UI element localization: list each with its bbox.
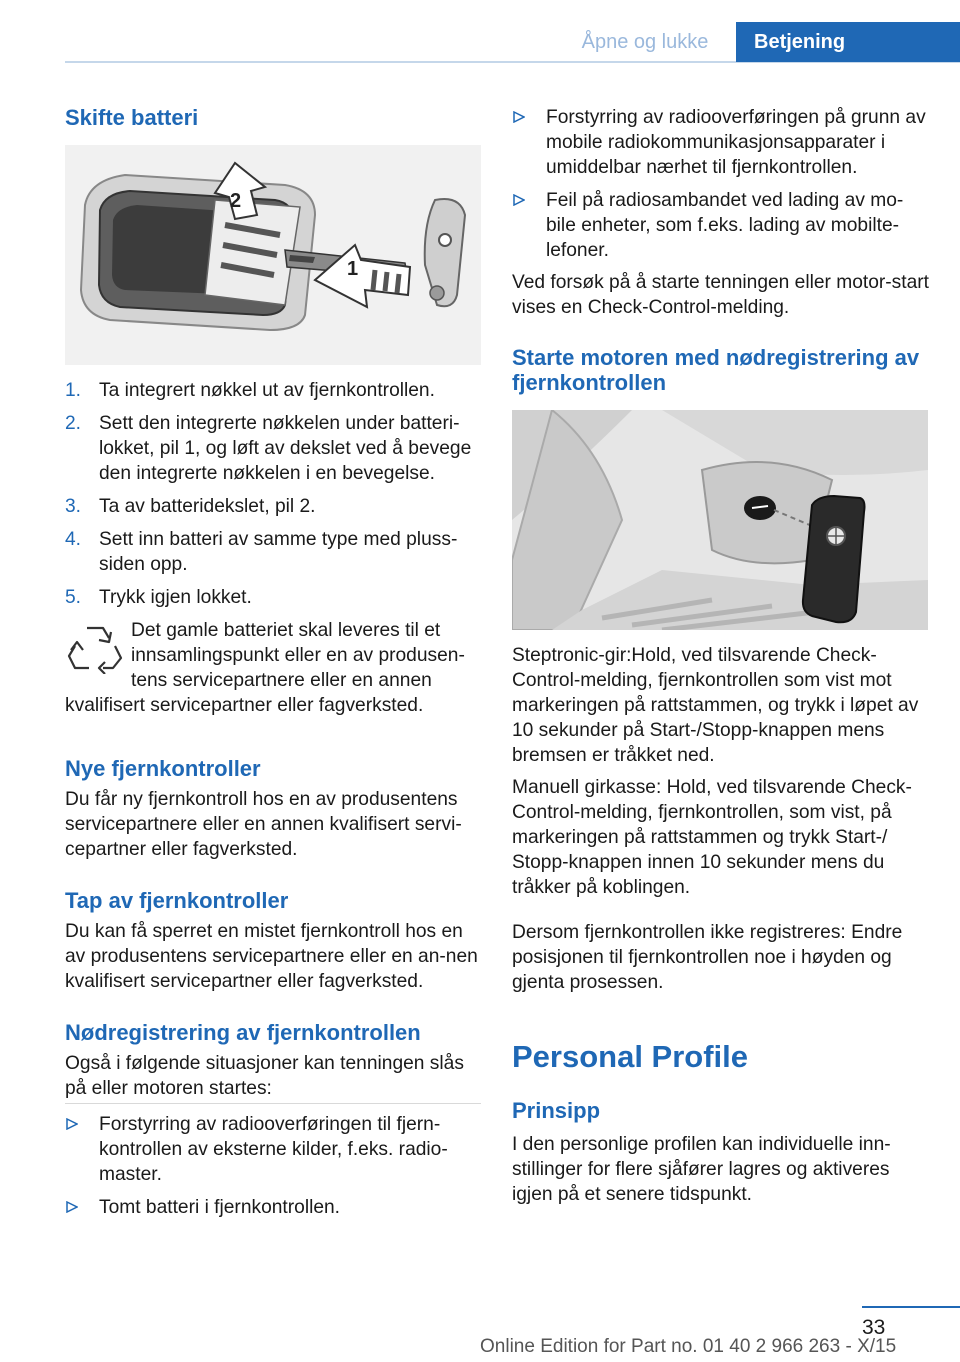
paragraph-prinsipp: I den personlige profilen kan individuelle inn‐stillinger for flere sjåfører lagres og aktiveres igjen på et senere tidspunkt.	[512, 1134, 891, 1205]
list-item: 3. Ta av batteridekslet, pil 2.	[65, 496, 316, 517]
heading-tap-av-fjernkontroller: Tap av fjernkontroller	[65, 888, 289, 913]
bullet-list-left	[65, 1112, 481, 1228]
paragraph-tap: Du kan få sperret en mistet fjernkontroll hos en av produsentens servicepartnere eller en an‐nen kvalifisert servicepartner eller fagverksted.	[65, 921, 478, 992]
triangle-bullet-icon	[66, 1201, 78, 1213]
page-number: 33	[862, 1316, 886, 1339]
figure-label-arrow-2: 2	[230, 190, 242, 212]
heading-skifte-batteri: Skifte batteri	[65, 105, 199, 130]
paragraph-nodregistrering: Også i følgende situasjoner kan tenningen slås på eller motoren startes:	[65, 1053, 464, 1099]
divider	[65, 1103, 481, 1104]
recycle-note-tail: kvalifisert servicepartner eller fagverksted.	[65, 695, 424, 716]
list-item: 4. Sett inn batteri av samme type med plusssiden opp.	[65, 529, 458, 575]
heading-personal-profile: Personal Profile	[512, 1039, 749, 1074]
header-section-title: Åpne og lukke	[581, 31, 709, 53]
heading-nye-fjernkontroller: Nye fjernkontroller	[65, 756, 261, 781]
list-item: Forstyrring av radiooverføringen på grunn av mobile radiokommunikasjonsapparater i umiddelbar nærhet til fjernkontrollen.	[512, 105, 930, 180]
list-item: Tomt batteri i fjernkontrollen.	[65, 1195, 481, 1220]
recycle-icon	[67, 622, 123, 674]
paragraph-nye: Du får ny fjernkontroll hos en av produsentens servicepartnere eller en annen kvalifisert servi‐cepartner eller fagverksted.	[65, 789, 462, 860]
heading-prinsipp: Prinsipp	[512, 1098, 601, 1123]
bullet-list-right	[512, 105, 930, 271]
paragraph-steptronic: Steptronic-gir:Hold, ved tilsvarende Check-Control-melding, fjernkontrollen som vist mot markeringen på rattstammen, og trykk i løpet av 10 sekunder på Start-/Stopp-knappen mens bremsen er tråkket ned.	[512, 645, 919, 766]
footer-rule	[862, 1306, 960, 1308]
list-item: Feil på radiosambandet ved lading av mo‐bile enheter, som f.eks. lading av mobilte‐lefoner.	[512, 188, 930, 263]
triangle-bullet-icon	[513, 111, 525, 123]
list-item: 1. Ta integrert nøkkel ut av fjernkontrollen.	[65, 380, 435, 401]
paragraph-forsok: Ved forsøk på å starte tenningen eller motor‐start vises en Check-Control-melding.	[512, 272, 929, 318]
header-chapter-tab: Betjening	[736, 22, 960, 62]
paragraph-manuell: Manuell girkasse: Hold, ved tilsvarende Check-Control-melding, fjernkontrollen, som vist, på markeringen på rattstammen og trykk Start-/ Stopp-knappen innen 10 sekunder mens du tråkker på koblingen.	[512, 777, 912, 898]
recycle-note: Det gamle batteriet skal leveres til et innsamlingspunkt eller en av produsen‐ tens servicepartnere eller en annen	[131, 620, 465, 691]
heading-starte-motoren: Starte motoren med nødregistrering av fjernkontrollen	[512, 345, 920, 395]
footer-edition: Online Edition for Part no. 01 40 2 966 263 - X/15	[480, 1336, 897, 1357]
figure-steering-column	[512, 410, 928, 630]
heading-nodregistrering: Nødregistrering av fjernkontrollen	[65, 1020, 421, 1045]
steering-column-illustration	[512, 410, 928, 630]
triangle-bullet-icon	[513, 194, 525, 206]
triangle-bullet-icon	[66, 1118, 78, 1130]
figure-label-arrow-1: 1	[347, 258, 359, 280]
list-item: 5. Trykk igjen lokket.	[65, 587, 252, 608]
paragraph-dersom: Dersom fjernkontrollen ikke registreres: Endre posisjonen til fjernkontrollen noe i høyden og gjenta prosessen.	[512, 922, 903, 993]
list-item: Forstyrring av radiooverføringen til fjern‐kontrollen av eksterne kilder, f.eks. radio‐master.	[65, 1112, 481, 1187]
list-item: 2. Sett den integrerte nøkkelen under batterilokket, pil 1, og løft av dekslet ved å bevege den integrerte nøkkelen i en bevegelse.	[65, 413, 472, 484]
figure-key-battery	[65, 145, 481, 365]
key-battery-illustration	[65, 145, 481, 365]
steps-list	[65, 378, 481, 618]
